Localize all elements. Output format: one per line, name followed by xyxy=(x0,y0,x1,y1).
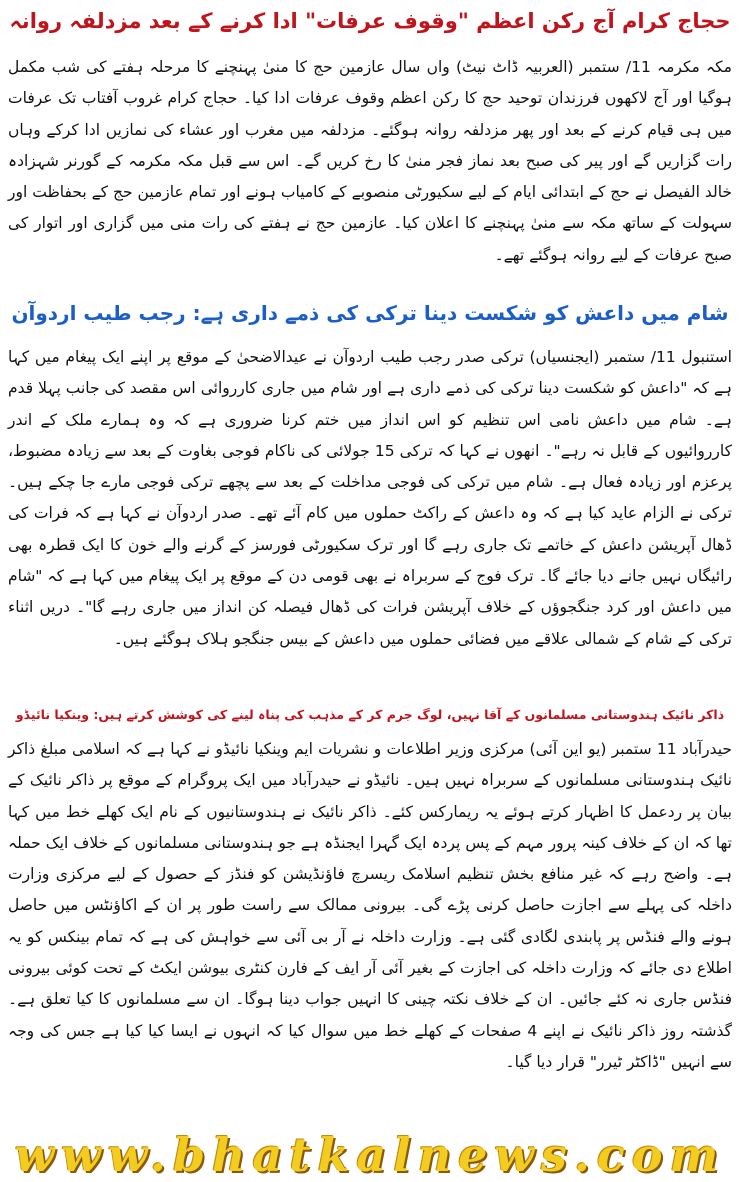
headline-hajj: حجاج کرام آج رکن اعظم "وقوف عرفات" ادا کرنے کے بعد مزدلفہ روانہ xyxy=(9,9,731,33)
article-body-hajj: مکہ مکرمہ 11/ ستمبر (العربیہ ڈاٹ نیٹ) واں سال عازمین حج کا منیٰ پہنچنے کا مرحلہ ہفتے کی شب مکمل ہوگیا اور آج لاکھوں فرزندان توحید حج کا رکن اعظم وقوف عرفات ادا کیا۔ حجاج کرام غروب آفتاب تک عرفات میں ہی قیام کرنے کے بعد اور پھر مزدلفہ روانہ ہوگئے۔ مزدلفہ میں مغرب اور عشاء کی نمازیں ادا کرکے وہاں رات گزاریں گے اور پیر کی صبح بعد نماز فجر منیٰ کا رخ کریں گے۔ اس سے قبل مکہ مکرمہ کے گورنر شہزادہ خالد الفیصل نے حج کے ابتدائی ایام کے لیے سکیورٹی منصوبے کے کامیاب ہونے اور تمام عازمین حج کے بحفاظت اور سہولت کے ساتھ مکہ سے منیٰ پہنچنے کا اعلان کیا۔ عازمین حج نے ہفتے کی رات منی میں گزاری اور اتوار کی صبح عرفات کے لیے روانہ ہوگئے تھے۔ xyxy=(8,58,732,264)
article-body-zakir-naik: حیدرآباد 11 ستمبر (یو این آئی) مرکزی وزیر اطلاعات و نشریات ایم وینکیا نائیڈو نے کہا ہے کہ اسلامی مبلغ ذاکر نائیک ہندوستانی مسلمانوں کے سربراہ نہیں ہیں۔ نائیڈو نے حیدرآباد میں ایک پروگرام کے موقع پر ذاکر نائیک کے بیان پر ردعمل کا اظہار کرتے ہوئے یہ ریمارکس کئے۔ ذاکر نائیک نے ہندوستانیوں کے نام ایک کھلے خط میں کہا تھا کہ ان کے خلاف کینہ پرور مہم کے پس پردہ ایک گہرا ایجنڈہ ہے جو ہندوستانی مسلمانوں کے خلاف ایک حملہ ہے۔ واضح رہے کہ غیر منافع بخش تنظیم اسلامک ریسرچ فاؤنڈیشن کو فنڈز کے حصول کے لیے مرکزی وزارت داخلہ کی پہلے سے اجازت حاصل کرنی پڑے گی۔ بیرونی ممالک سے راست طور پر ان کے اکاؤنٹس میں حاصل ہونے والے فنڈس پر پابندی لگادی گئی ہے۔ وزارت داخلہ نے آر بی آئی سے خواہش کی ہے کہ تمام بینکس کو یہ اطلاع دی جائے کہ وزارت داخلہ کی اجازت کے بغیر آئی آر ایف کے فارن کنٹری بیوشن ایکٹ کے تحت کوئی بیرونی فنڈس جاری نہ کئے جائیں۔ ان کے خلاف نکتہ چینی کا انہیں جواب دینا ہوگا۔ ان سے مسلمانوں کا کیا تعلق ہے۔ گذشتہ روز ذاکر نائیک نے اپنے 4 صفحات کے کھلے خط میں سوال کیا کہ انہوں نے ایسا کیا کیا ہے جس کی وجہ سے انہیں "ڈاکٹر ٹیرر" قرار دیا گیا۔ xyxy=(8,740,732,1071)
article-body-syria-isis: استنبول 11/ ستمبر (ایجنسیاں) ترکی صدر رجب طیب اردوآن نے عیدالاضحیٰ کے موقع پر اپنے ایک پیغام میں کہا ہے کہ "داعش کو شکست دینا ترکی کی ذمے داری ہے اور شام میں جاری کارروائی اس مقصد کی جانب پہلا قدم ہے۔ شام میں داعش نامی اس تنظیم کو اس انداز میں ختم کرنا ضروری ہے کہ وہ ہمارے ملک کے اندر کارروائیوں کے قابل نہ رہے"۔ انھوں نے کہا کہ ترکی 15 جولائی کی ناکام فوجی بغاوت کے بعد سے زیادہ مضبوط، پرعزم اور زیادہ فعال ہے۔ شام میں ترکی کی فوجی مداخلت کے بعد سے پچھے ترکی فوجی مارے جا چکے ہیں۔ ترکی نے الزام عاید کیا ہے کہ وہ داعش کے راکٹ حملوں میں کام آئے تھے۔ صدر اردوآن نے کہا ہے کہ فرات کی ڈھال آپریشن داعش کے خاتمے تک جاری رہے گا اور ترک سکیورٹی فورسز کے گرنے والے خون کا ایک قطرہ بھی رائیگاں نہیں جانے دیا جائے گا۔ ترک فوج کے سربراہ نے بھی قومی دن کے موقع پر ایک پیغام میں کہا ہے کہ "شام میں داعش اور کرد جنگجوؤں کے خلاف آپریشن فرات کی ڈھال فیصلہ کن انداز میں جاری رہے گا"۔ دریں اثناء ترکی کے شام کے شمالی علاقے میں فضائی حملوں میں داعش کے بیس جنگجو ہلاک ہوگئے ہیں۔ xyxy=(8,348,732,648)
site-watermark: www.bhatkalnews.com xyxy=(14,1127,726,1182)
headline-zakir-naik: ذاکر نائیک ہندوستانی مسلمانوں کے آقا نہیں، لوگ جرم کر کے مذہب کی پناہ لینے کی کوشش کرتے ہیں: وینکیا نائیڈو xyxy=(15,707,725,722)
headline-syria-isis: شام میں داعش کو شکست دینا ترکی کی ذمے داری ہے: رجب طیب اردوآن xyxy=(11,301,729,325)
